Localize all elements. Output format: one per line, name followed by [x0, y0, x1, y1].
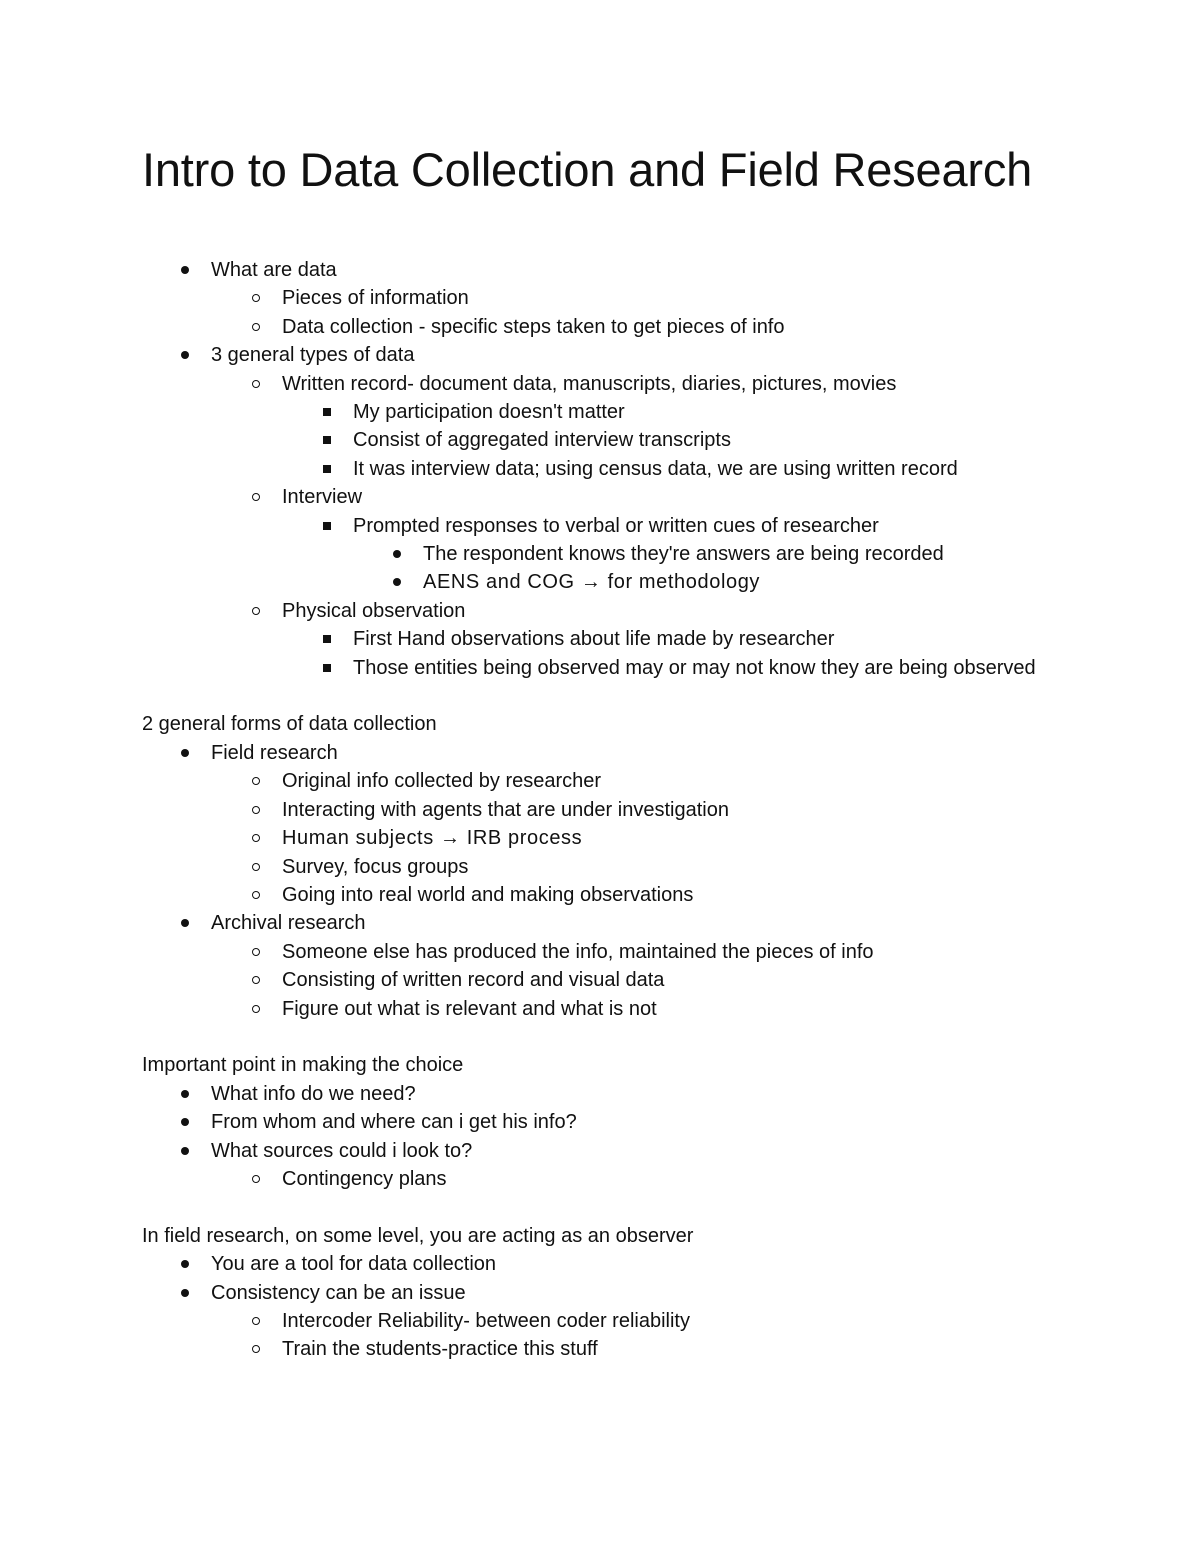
- page-title: Intro to Data Collection and Field Research: [142, 143, 1033, 196]
- bullet-circle-icon: [252, 380, 260, 388]
- list-item: [142, 796, 1042, 824]
- bullet-circle-icon: [252, 493, 260, 501]
- list-item-text: Physical observation: [282, 599, 466, 622]
- section-heading: 2 general forms of data collection: [142, 713, 437, 736]
- document-body: [142, 256, 1042, 1364]
- list-item: [142, 739, 1042, 767]
- list-item-text: Human subjects → IRB process: [282, 827, 583, 850]
- list-item: [142, 1108, 1042, 1136]
- list-item: [142, 426, 1042, 454]
- bullet-circle-icon: [252, 777, 260, 785]
- list-item-text: Train the students-practice this stuff: [282, 1338, 598, 1361]
- list-item-text: Original info collected by researcher: [282, 770, 602, 793]
- bullet-circle-icon: [252, 294, 260, 302]
- bullet-disc-icon: [181, 1090, 189, 1098]
- bullet-disc-icon: [181, 351, 189, 359]
- bullet-circle-icon: [252, 834, 260, 842]
- list-item: [142, 1080, 1042, 1108]
- list-item-text: Data collection - specific steps taken to get pieces of info: [282, 315, 785, 338]
- bullet-disc-icon: [181, 919, 189, 927]
- bullet-square-icon: [323, 664, 331, 672]
- list-item-text: Survey, focus groups: [282, 855, 469, 878]
- bullet-disc-icon: [181, 1118, 189, 1126]
- list-item-text: Written record- document data, manuscripts, diaries, pictures, movies: [282, 372, 897, 395]
- list-item-text: My participation doesn't matter: [353, 401, 625, 424]
- bullet-circle-icon: [252, 1005, 260, 1013]
- list-item: [142, 483, 1042, 511]
- bullet-circle-icon: [252, 1175, 260, 1183]
- list-item: [142, 938, 1042, 966]
- list-item: [142, 597, 1042, 625]
- section-heading: Important point in making the choice: [142, 1054, 464, 1077]
- list-item: [142, 1307, 1042, 1335]
- list-item-text: What info do we need?: [211, 1082, 416, 1105]
- section-spacer: [142, 682, 1042, 710]
- list-item-text: From whom and where can i get his info?: [211, 1111, 577, 1134]
- list-item-text: Intercoder Reliability- between coder reliability: [282, 1309, 690, 1332]
- list-item-text: AENS and COG → for methodology: [423, 571, 761, 594]
- bullet-list: [142, 256, 1042, 682]
- list-item-text: Field research: [211, 741, 338, 764]
- list-item: [142, 370, 1042, 398]
- list-item-text: Going into real world and making observations: [282, 883, 694, 906]
- list-item: [142, 966, 1042, 994]
- bullet-list: [142, 739, 1042, 1023]
- list-item-text: First Hand observations about life made by researcher: [353, 628, 835, 651]
- bullet-disc-icon: [393, 578, 401, 586]
- bullet-list: [142, 1080, 1042, 1194]
- list-item: [142, 909, 1042, 937]
- list-item: [142, 284, 1042, 312]
- bullet-disc-icon: [181, 266, 189, 274]
- bullet-circle-icon: [252, 976, 260, 984]
- list-item-text: Figure out what is relevant and what is not: [282, 997, 657, 1020]
- list-item: [142, 512, 1042, 540]
- list-item: [142, 881, 1042, 909]
- list-item: [142, 824, 1042, 852]
- bullet-square-icon: [323, 522, 331, 530]
- list-item: [142, 398, 1042, 426]
- list-item: [142, 256, 1042, 284]
- list-item: [142, 568, 1042, 596]
- bullet-square-icon: [323, 436, 331, 444]
- bullet-circle-icon: [252, 863, 260, 871]
- bullet-circle-icon: [252, 607, 260, 615]
- list-item-text: What sources could i look to?: [211, 1139, 473, 1162]
- bullet-circle-icon: [252, 1317, 260, 1325]
- list-item: [142, 853, 1042, 881]
- list-item: [142, 1250, 1042, 1278]
- list-item: [142, 767, 1042, 795]
- list-item: [142, 1279, 1042, 1307]
- list-item: [142, 341, 1042, 369]
- bullet-disc-icon: [181, 1289, 189, 1297]
- list-item: [142, 995, 1042, 1023]
- list-item-text: Consistency can be an issue: [211, 1281, 466, 1304]
- bullet-list: [142, 1250, 1042, 1364]
- bullet-disc-icon: [181, 1147, 189, 1155]
- list-item-text: Pieces of information: [282, 287, 469, 310]
- bullet-circle-icon: [252, 948, 260, 956]
- bullet-disc-icon: [181, 1260, 189, 1268]
- list-item-text: Someone else has produced the info, maintained the pieces of info: [282, 940, 874, 963]
- list-item-text: Consist of aggregated interview transcripts: [353, 429, 731, 452]
- list-item: [142, 654, 1042, 682]
- list-item-text: Consisting of written record and visual data: [282, 969, 665, 992]
- list-item-text: Interacting with agents that are under investigation: [282, 798, 729, 821]
- bullet-square-icon: [323, 635, 331, 643]
- list-item: [142, 540, 1042, 568]
- bullet-square-icon: [323, 408, 331, 416]
- list-item: [142, 1335, 1042, 1363]
- list-item-text: You are a tool for data collection: [211, 1253, 497, 1276]
- list-item-text: Interview: [282, 486, 363, 509]
- list-item: [142, 1165, 1042, 1193]
- list-item-text: Those entities being observed may or may not know they are being observed: [353, 656, 1036, 679]
- list-item: [142, 313, 1042, 341]
- list-item-text: Contingency plans: [282, 1167, 447, 1190]
- bullet-circle-icon: [252, 323, 260, 331]
- list-item-text: What are data: [211, 259, 337, 281]
- bullet-disc-icon: [181, 749, 189, 757]
- list-item-text: Archival research: [211, 912, 366, 935]
- bullet-circle-icon: [252, 1345, 260, 1353]
- list-item: [142, 625, 1042, 653]
- list-item-text: Prompted responses to verbal or written cues of researcher: [353, 514, 879, 537]
- bullet-square-icon: [323, 465, 331, 473]
- section-spacer: [142, 1023, 1042, 1051]
- bullet-circle-icon: [252, 806, 260, 814]
- bullet-circle-icon: [252, 891, 260, 899]
- section-spacer: [142, 1193, 1042, 1221]
- list-item-text: The respondent knows they're answers are being recorded: [423, 543, 944, 566]
- section-heading: In field research, on some level, you are acting as an observer: [142, 1224, 694, 1247]
- list-item-text: 3 general types of data: [211, 344, 415, 367]
- list-item: [142, 455, 1042, 483]
- list-item: [142, 1137, 1042, 1165]
- bullet-disc-icon: [393, 550, 401, 558]
- list-item-text: It was interview data; using census data, we are using written record: [353, 457, 958, 480]
